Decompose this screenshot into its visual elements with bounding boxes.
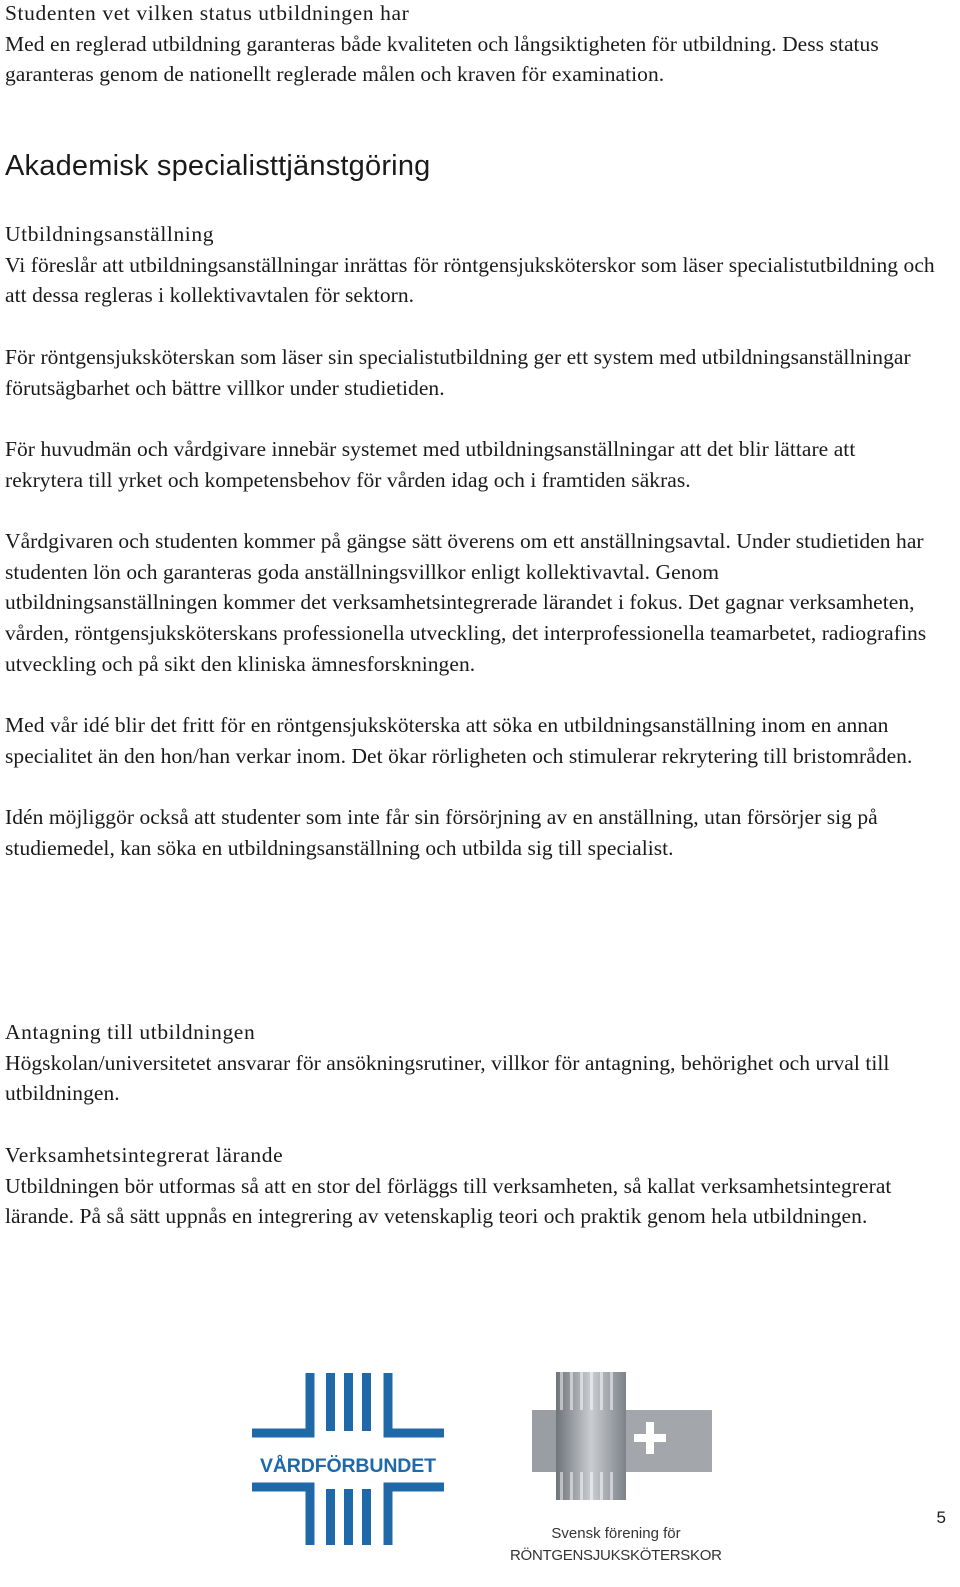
employment-paragraph: För huvudmän och vårdgivare innebär systemet med utbildningsanställningar att det blir lättare att rekrytera till yrket och kompetensbehov för vården idag och i framtiden säkras. xyxy=(5,436,856,492)
integrated-text: Utbildningen bör utformas så att en stor del förläggs till verksamheten, så kallat verksamhetsintegrerat lärande. På så sätt uppnås en integrering av vetenskaplig teori och praktik genom hela utbildningen. xyxy=(5,1173,892,1229)
section-title: Akademisk specialisttjänstgöring xyxy=(5,150,431,182)
admission-text: Högskolan/universitetet ansvarar för ansökningsrutiner, villkor för antagning, behörighet och urval till utbildningen. xyxy=(5,1050,890,1106)
intro-section xyxy=(5,0,935,90)
employment-heading: Utbildningsanställning xyxy=(5,222,215,246)
employment-section xyxy=(5,219,935,864)
svensk-forening-logo xyxy=(496,1370,736,1570)
intro-text: Med en reglerad utbildning garanteras både kvaliteten och långsiktigheten för utbildning. Dess status garanteras genom de nationellt reglerade målen och kraven för examination. xyxy=(5,31,879,87)
employment-paragraph: Med vår idé blir det fritt för en röntgensjuksköterska att söka en utbildningsanställning inom en annan specialitet än den hon/han verkar inom. Det ökar rörligheten och stimulerar rekrytering till bristområden. xyxy=(5,713,913,768)
employment-paragraph: Vårdgivaren och studenten kommer på gängse sätt överens om ett anställningsavtal. Under studietiden har studenten lön och garanteras goda anställningsvillkor enligt kollektivavtal. Genom utbildningsanställningen kommer det verksamhetsintegrerade lärandet i fokus. Det gagnar verksamheten, vården, röntgensjuksköterskans professionella utveckling, det interprofessionella teamarbetet, radiografins utveckling och på sikt den kliniska ämnesforskningen. xyxy=(5,528,927,676)
vardforbundet-wordmark: VÅRDFÖRBUNDET xyxy=(260,1455,436,1477)
vardforbundet-logo xyxy=(248,1369,448,1549)
integrated-section xyxy=(5,1140,935,1232)
employment-paragraph: För röntgensjuksköterskan som läser sin specialistutbildning ger ett system med utbildningsanställningar förutsägbarhet och bättre villkor under studietiden. xyxy=(5,344,911,400)
intro-heading: Studenten vet vilken status utbildningen har xyxy=(5,1,410,25)
employment-paragraph: Vi föreslår att utbildningsanställningar inrättas för röntgensjuksköterskor som läser specialistutbildning och att dessa regleras i kollektivavtalen för sektorn. xyxy=(5,252,935,308)
svensk-forening-line2: RÖNTGENSJUKSKÖTERSKOR xyxy=(510,1547,722,1564)
page-number: 5 xyxy=(936,1508,946,1527)
integrated-heading: Verksamhetsintegrerat lärande xyxy=(5,1143,284,1167)
employment-paragraph: Idén möjliggör också att studenter som inte får sin försörjning av en anställning, utan försörjer sig på studiemedel, kan söka en utbildningsanställning och utbilda sig till specialist. xyxy=(5,805,878,860)
admission-section xyxy=(5,1017,935,1109)
admission-heading: Antagning till utbildningen xyxy=(5,1020,256,1044)
svensk-forening-line1: Svensk förening för xyxy=(551,1525,681,1542)
